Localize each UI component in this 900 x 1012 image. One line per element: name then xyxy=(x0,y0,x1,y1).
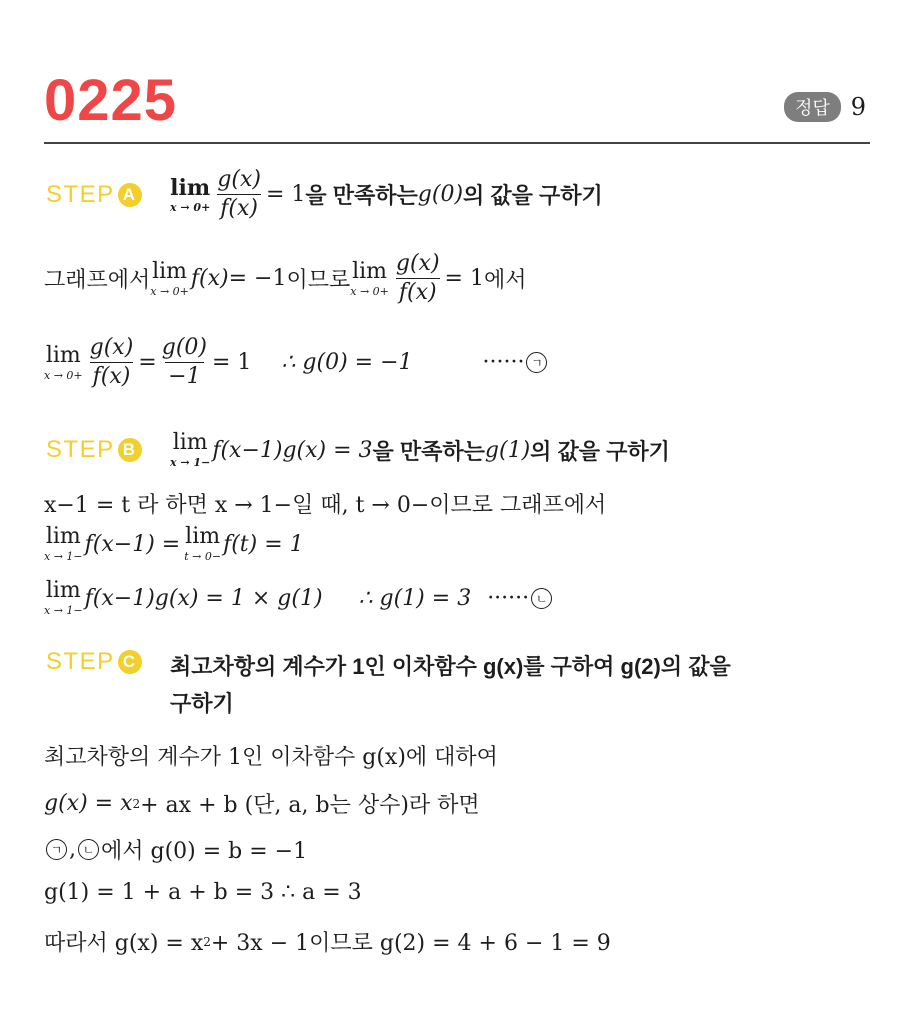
solution-line-9: g(1) = 1 + a + b = 3 ∴ a = 3 xyxy=(44,880,362,905)
answer-block xyxy=(784,92,866,122)
solution-line-3: x−1 = t 라 하면 x → 1−일 때, t → 0−이므로 그래프에서 xyxy=(44,493,607,518)
solution-line-7: g(x) = x 2 + ax + b (단, a, b는 상수)라 하면 xyxy=(44,791,480,818)
solution-line-10: 따라서 g(x) = x 2 + 3x − 1이므로 g(2) = 4 + 6 − 1 = 9 xyxy=(44,931,611,956)
step-a-label: STEP A xyxy=(46,181,170,209)
fraction: $\frac{g(x)}{f(x)}$ xyxy=(395,251,440,306)
limit-expression: lim x → 0+ xyxy=(170,174,211,214)
problem-number: 0225 xyxy=(44,68,178,133)
limit-expression: lim x → 0+ xyxy=(350,258,389,298)
answer-value: 9 xyxy=(850,93,866,121)
circled-label-1: ㄱ xyxy=(526,352,547,373)
fraction: $\frac{g(x)}{f(x)}$ xyxy=(89,335,134,390)
step-c-label: STEP C xyxy=(46,648,170,676)
step-b-title: lim x → 1− f(x−1)g(x) = 3 을 만족하는 g(1) 의 값을 구하기 xyxy=(170,430,670,469)
circled-label-1: ㄱ xyxy=(46,839,67,860)
fraction: $\frac{g(x)}{f(x)}$ xyxy=(217,167,261,222)
solution-line-5: lim x → 1− f(x−1)g(x) = 1 × g(1) ∴ g(1) = 3 ······ ㄴ xyxy=(44,580,554,616)
answer-badge: 정답 xyxy=(784,92,841,122)
step-c-heading xyxy=(46,648,731,723)
limit-expression: lim x → 0+ xyxy=(44,342,83,382)
step-a-letter: A xyxy=(118,183,142,207)
limit-expression: lim x → 0+ xyxy=(150,258,189,298)
solution-line-8: ㄱ , ㄴ 에서 g(0) = b = −1 xyxy=(44,834,307,865)
step-b-label: STEP B xyxy=(46,436,170,464)
step-c-title: 최고차항의 계수가 1인 이차함수 g(x)를 구하여 g(2)의 값을 구하기 xyxy=(170,654,731,717)
step-b-letter: B xyxy=(118,438,142,462)
solution-line-2: lim x → 0+ $\frac{g(x)}{f(x)}$ = $\frac{g(0)}{-1}$ = 1 ∴ g(0) = −1 ······ ㄱ xyxy=(44,336,549,389)
step-a-title: lim x → 0+ $\frac{g(x)}{f(x)}$ = 1 을 만족하는 g(0) 의 값을 구하기 xyxy=(170,167,603,222)
solution-line-1: 그래프에서 lim x → 0+ f(x) = −1 이므로 lim x → 0+ $\frac{g(x)}{f(x)}$ = 1 에서 xyxy=(44,251,527,306)
circled-label-2: ㄴ xyxy=(78,839,99,860)
header-divider xyxy=(44,142,870,144)
step-b-heading xyxy=(46,432,670,468)
step-a-heading xyxy=(46,168,603,221)
step-c-letter: C xyxy=(118,650,142,674)
solution-line-6: 최고차항의 계수가 1인 이차함수 g(x)에 대하여 xyxy=(44,745,498,770)
fraction: $\frac{g(0)}{-1}$ xyxy=(161,335,207,390)
circled-label-2: ㄴ xyxy=(531,588,552,609)
solution-line-4: lim x → 1− f(x−1) = lim t → 0− f(t) = 1 xyxy=(44,524,304,563)
